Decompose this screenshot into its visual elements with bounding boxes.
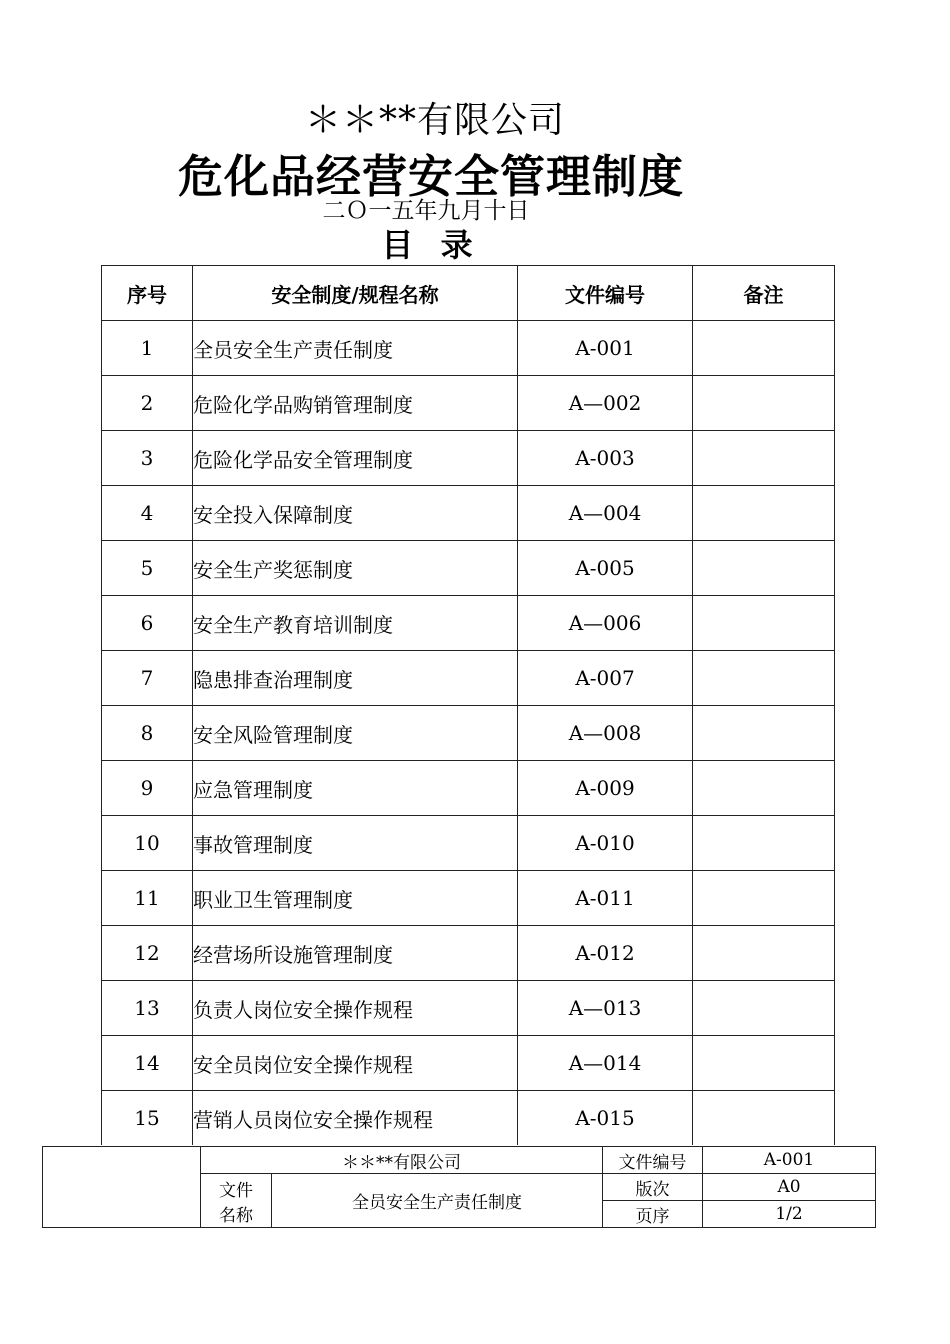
row-note	[693, 816, 835, 871]
row-code: A-015	[518, 1091, 693, 1146]
table-row	[102, 596, 835, 651]
footer-file-no-label: 文件编号	[603, 1147, 703, 1174]
row-number: 4	[102, 486, 193, 541]
row-name: 安全生产奖惩制度	[193, 541, 518, 596]
document-date: 二Ｏ一五年九月十日	[322, 198, 530, 224]
footer-file-name-label-line1: 文件	[219, 1180, 253, 1201]
row-number: 10	[102, 816, 193, 871]
row-number: 12	[102, 926, 193, 981]
row-code: A-012	[518, 926, 693, 981]
row-name: 安全生产教育培训制度	[193, 596, 518, 651]
row-number: 1	[102, 321, 193, 376]
row-number: 8	[102, 706, 193, 761]
row-name: 负责人岗位安全操作规程	[193, 981, 518, 1036]
table-row	[102, 541, 835, 596]
table-row	[102, 431, 835, 486]
document-title: 危化品经营安全管理制度	[177, 150, 684, 203]
footer-page-label: 页序	[603, 1201, 703, 1228]
toc-heading: 目 录	[381, 226, 481, 264]
header-cell-code: 文件编号	[518, 266, 693, 321]
row-code: A-010	[518, 816, 693, 871]
row-note	[693, 1091, 835, 1146]
table-row	[102, 376, 835, 431]
footer-company: ＊＊**有限公司	[201, 1147, 603, 1174]
company-name: ＊＊**有限公司	[304, 100, 565, 141]
row-number: 14	[102, 1036, 193, 1091]
row-name: 事故管理制度	[193, 816, 518, 871]
row-number: 6	[102, 596, 193, 651]
row-note	[693, 1036, 835, 1091]
row-note	[693, 871, 835, 926]
row-code: A-005	[518, 541, 693, 596]
row-note	[693, 651, 835, 706]
row-number: 5	[102, 541, 193, 596]
row-name: 营销人员岗位安全操作规程	[193, 1091, 518, 1146]
row-name: 隐患排查治理制度	[193, 651, 518, 706]
row-code: A-009	[518, 761, 693, 816]
header-cell-name: 安全制度/规程名称	[193, 266, 518, 321]
row-code: A—013	[518, 981, 693, 1036]
table-row	[102, 486, 835, 541]
table-header-row	[102, 266, 835, 321]
row-name: 安全风险管理制度	[193, 706, 518, 761]
table-row	[102, 706, 835, 761]
row-note	[693, 431, 835, 486]
footer-file-name-label	[201, 1174, 272, 1228]
footer-file-name-label-line2: 名称	[219, 1205, 253, 1226]
row-number: 3	[102, 431, 193, 486]
row-code: A-011	[518, 871, 693, 926]
row-code: A—006	[518, 596, 693, 651]
row-note	[693, 486, 835, 541]
row-name: 危险化学品安全管理制度	[193, 431, 518, 486]
table-row	[102, 816, 835, 871]
row-name: 全员安全生产责任制度	[193, 321, 518, 376]
row-code: A—002	[518, 376, 693, 431]
row-number: 15	[102, 1091, 193, 1146]
row-note	[693, 541, 835, 596]
row-code: A-007	[518, 651, 693, 706]
row-number: 13	[102, 981, 193, 1036]
row-name: 危险化学品购销管理制度	[193, 376, 518, 431]
footer-version-value: A0	[703, 1174, 876, 1201]
row-note	[693, 981, 835, 1036]
table-row	[102, 1091, 835, 1146]
footer-logo-cell	[43, 1147, 201, 1228]
row-number: 9	[102, 761, 193, 816]
row-code: A—008	[518, 706, 693, 761]
footer-version-label: 版次	[603, 1174, 703, 1201]
footer-file-no-value: A-001	[703, 1147, 876, 1174]
row-code: A—004	[518, 486, 693, 541]
row-note	[693, 706, 835, 761]
row-number: 2	[102, 376, 193, 431]
table-row	[102, 321, 835, 376]
row-name: 经营场所设施管理制度	[193, 926, 518, 981]
toc-table	[101, 265, 835, 1145]
row-note	[693, 376, 835, 431]
footer-file-name-value: 全员安全生产责任制度	[272, 1174, 603, 1228]
table-row	[102, 761, 835, 816]
header-cell-number: 序号	[102, 266, 193, 321]
row-number: 11	[102, 871, 193, 926]
row-code: A-001	[518, 321, 693, 376]
row-code: A-003	[518, 431, 693, 486]
table-row	[102, 651, 835, 706]
footer-table	[42, 1146, 876, 1228]
row-name: 安全员岗位安全操作规程	[193, 1036, 518, 1091]
table-row	[102, 926, 835, 981]
footer-page-value: 1/2	[703, 1201, 876, 1228]
row-name: 安全投入保障制度	[193, 486, 518, 541]
row-note	[693, 321, 835, 376]
row-note	[693, 761, 835, 816]
table-row	[102, 981, 835, 1036]
row-name: 职业卫生管理制度	[193, 871, 518, 926]
row-number: 7	[102, 651, 193, 706]
row-name: 应急管理制度	[193, 761, 518, 816]
header-cell-note: 备注	[693, 266, 835, 321]
table-row	[102, 1036, 835, 1091]
row-note	[693, 596, 835, 651]
toc-table-body	[102, 321, 835, 1146]
row-code: A—014	[518, 1036, 693, 1091]
row-note	[693, 926, 835, 981]
table-row	[102, 871, 835, 926]
